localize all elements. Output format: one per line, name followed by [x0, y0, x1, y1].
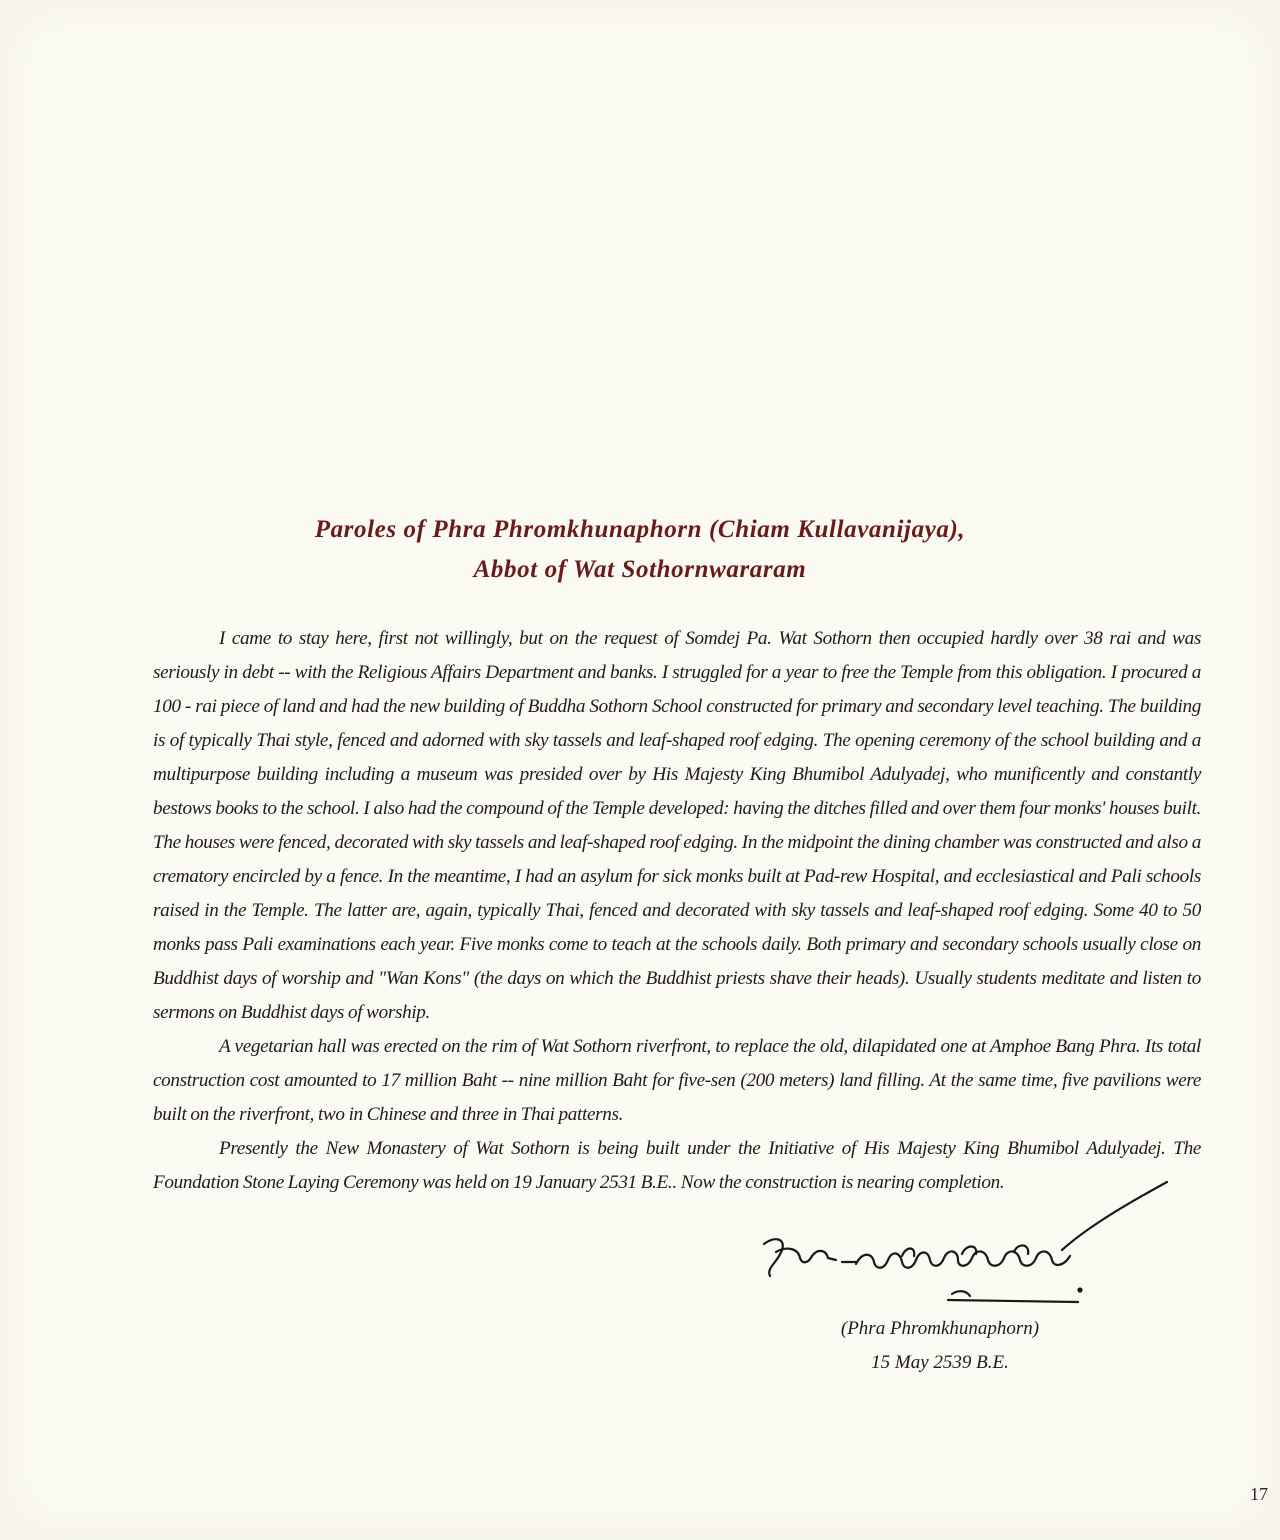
paragraph-1: I came to stay here, first not willingly, but on the request of Somdej Pa. Wat Sothorn then occupied hardly over 38 rai and was seriously in debt -- with the Religious Affairs Department and banks. I struggled for a year to free the Temple from this obligation. I procured a 100 - rai piece of land and had the new building of Buddha Sothorn School constructed for primary and secondary level teaching. The building is of typically Thai style, fenced and adorned with sky tassels and leaf-shaped roof edging. The opening ceremony of the school building and a multipurpose building including a museum was presided over by His Majesty King Bhumibol Adulyadej, who munificently and constantly bestows books to the school. I also had the compound of the Temple developed: having the ditches filled and over them four monks' houses built. The houses were fenced, decorated with sky tassels and leaf-shaped roof edging. In the midpoint the dining chamber was constructed and also a crematory encircled by a fence. In the meantime, I had an asylum for sick monks built at Pad-rew Hospital, and ecclesiastical and Pali schools raised in the Temple. The latter are, again, typically Thai, fenced and decorated with sky tassels and leaf-shaped roof edging. Some 40 to 50 monks pass Pali examinations each year. Five monks come to teach at the schools daily. Both primary and secondary schools usually close on Buddhist days of worship and "Wan Kons" (the days on which the Buddhist priests shave their heads). Usually students meditate and listen to sermons on Buddhist days of worship.	[153, 628, 1201, 1023]
paragraph-3: Presently the New Monastery of Wat Sothorn is being built under the Initiative of His Majesty King Bhumibol Adulyadej. The Foundation Stone Laying Ceremony was held on 19 January 2531 B.E.. Now the construction is nearing completion.	[153, 1138, 1201, 1193]
body-text	[153, 622, 1201, 1200]
signature-date: 15 May 2539 B.E.	[871, 1352, 1009, 1373]
page-number: 17	[1250, 1484, 1268, 1504]
title-line-1: Paroles of Phra Phromkhunaphorn (Chiam Kullavanijaya),	[314, 516, 966, 543]
signatory-name: (Phra Phromkhunaphorn)	[840, 1318, 1040, 1339]
paragraph-2: A vegetarian hall was erected on the rim of Wat Sothorn riverfront, to replace the old, dilapidated one at Amphoe Bang Phra. Its total construction cost amounted to 17 million Baht -- nine million Baht for five-sen (200 meters) land filling. At the same time, five pavilions were built on the riverfront, two in Chinese and three in Thai patterns.	[153, 1036, 1201, 1125]
handwritten-signature	[752, 1172, 1182, 1312]
title-line-2: Abbot of Wat Sothornwararam	[473, 556, 807, 583]
document-title	[0, 510, 1280, 590]
